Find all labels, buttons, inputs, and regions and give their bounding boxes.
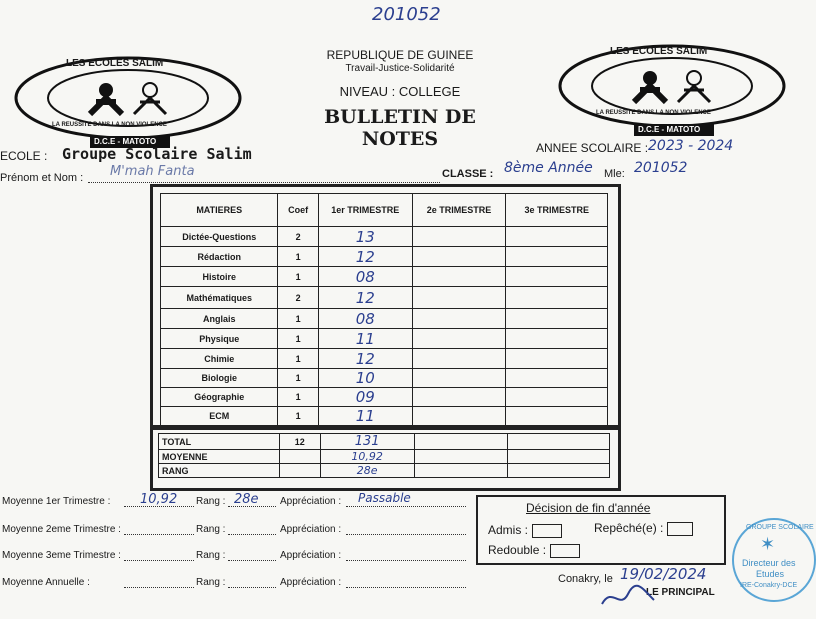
trimestre-2-cell: [412, 267, 506, 287]
redouble-checkbox[interactable]: [550, 544, 580, 558]
stamp-line-1: Directeur des: [742, 558, 796, 568]
summary-moyenne-line: [124, 577, 194, 588]
document-number: 201052: [372, 4, 441, 25]
school-year-value: 2023 - 2024: [648, 138, 734, 154]
trimestre-1-cell: 12: [318, 349, 412, 369]
summary-label: Moyenne 2eme Trimestre :: [2, 524, 121, 535]
logo-bottom-text: LA REUSSITE DANS LA NON VIOLENCE: [52, 122, 167, 128]
signature-role: LE PRINCIPAL: [646, 587, 715, 598]
total-coef: 12: [279, 434, 320, 450]
summary-appreciation-line: [346, 524, 466, 535]
school-label: ECOLE :: [0, 149, 48, 163]
stamp-line-2: Etudes: [756, 569, 785, 579]
repeche-label: Repêché(e) :: [594, 521, 664, 535]
summary-label: Moyenne 3eme Trimestre :: [2, 550, 121, 561]
moyenne-coef: [279, 450, 320, 464]
rang-t2: [414, 464, 508, 478]
stamp-bottom-text: IRE-Conakry-DCE: [740, 582, 798, 589]
coef-cell: 1: [278, 349, 318, 369]
rang-label: RANG: [159, 464, 280, 478]
subject-cell: Biologie: [161, 369, 278, 388]
coef-cell: 1: [278, 309, 318, 329]
signature-date: 19/02/2024: [620, 565, 707, 583]
signature-place: Conakry, le: [558, 573, 613, 585]
signature-mark-icon: [598, 582, 658, 612]
trimestre-3-cell: [506, 369, 608, 388]
total-value: 131: [320, 434, 414, 450]
table-row: [161, 388, 608, 407]
summary-appreciation-label: Appréciation :: [280, 550, 342, 561]
trimestre-1-cell: 11: [318, 329, 412, 349]
table-row: [161, 309, 608, 329]
summary-appreciation-label: Appréciation :: [280, 496, 342, 507]
header-trimestre-2: 2e TRIMESTRE: [412, 194, 506, 227]
logo-top-text: LES ECOLES SALIM: [610, 46, 708, 57]
table-row: [161, 349, 608, 369]
logo-bottom-text: LA REUSSITE DANS LA NON VIOLENCE: [596, 110, 711, 116]
total-t3: [508, 434, 610, 450]
totals-row-moyenne: [159, 450, 610, 464]
summary-rang-line: [228, 550, 276, 561]
school-year-label: ANNEE SCOLAIRE :: [536, 141, 649, 155]
trimestre-2-cell: [412, 369, 506, 388]
header-coef: Coef: [278, 194, 318, 227]
trimestre-2-cell: [412, 329, 506, 349]
summary-appreciation-value: Passable: [358, 491, 411, 505]
trimestre-1-cell: 08: [318, 309, 412, 329]
summary-rang-label: Rang :: [196, 496, 226, 507]
national-motto: Travail-Justice-Solidarité: [345, 63, 455, 74]
summary-moyenne-line: [124, 550, 194, 561]
trimestre-2-cell: [412, 247, 506, 267]
table-row: [161, 227, 608, 247]
document-title: BULLETIN DE NOTES: [324, 106, 476, 150]
table-row: [161, 267, 608, 287]
trimestre-2-cell: [412, 388, 506, 407]
trimestre-3-cell: [506, 388, 608, 407]
trimestre-3-cell: [506, 227, 608, 247]
matricule-value: 201052: [634, 160, 688, 176]
trimestre-3-cell: [506, 247, 608, 267]
school-logo-right: [552, 40, 792, 140]
summary-appreciation-label: Appréciation :: [280, 577, 342, 588]
stamp-star-icon: ✶: [760, 534, 776, 554]
summary-rang-label: Rang :: [196, 577, 226, 588]
trimestre-3-cell: [506, 287, 608, 309]
header-trimestre-3: 3e TRIMESTRE: [506, 194, 608, 227]
trimestre-1-cell: 08: [318, 267, 412, 287]
admis-label: Admis :: [488, 523, 529, 537]
summary-rang-line: [228, 524, 276, 535]
subject-cell: Dictée-Questions: [161, 227, 278, 247]
summary-label: Moyenne Annuelle :: [2, 577, 90, 588]
subject-cell: ECM: [161, 407, 278, 426]
directeur-stamp: [732, 518, 816, 602]
trimestre-1-cell: 12: [318, 247, 412, 267]
trimestre-3-cell: [506, 407, 608, 426]
coef-cell: 2: [278, 287, 318, 309]
school-name: Groupe Scolaire Salim: [62, 145, 252, 163]
summary-appreciation-line: [346, 550, 466, 561]
grades-table: [160, 193, 608, 426]
trimestre-2-cell: [412, 349, 506, 369]
trimestre-2-cell: [412, 227, 506, 247]
logo-base-text: D.C.E - MATOTO: [638, 125, 701, 134]
trimestre-1-cell: 11: [318, 407, 412, 426]
trimestre-2-cell: [412, 309, 506, 329]
summary-appreciation-label: Appréciation :: [280, 524, 342, 535]
total-t2: [414, 434, 508, 450]
trimestre-2-cell: [412, 407, 506, 426]
repeche-checkbox[interactable]: [667, 522, 693, 536]
grades-table-header: [161, 194, 608, 227]
total-label: TOTAL: [159, 434, 280, 450]
trimestre-3-cell: [506, 267, 608, 287]
totals-table: [158, 433, 610, 478]
repeche-field: [594, 521, 693, 536]
moyenne-t3: [508, 450, 610, 464]
header-matieres: MATIERES: [161, 194, 278, 227]
summary-label: Moyenne 1er Trimestre :: [2, 496, 111, 507]
coef-cell: 2: [278, 227, 318, 247]
table-row: [161, 247, 608, 267]
rang-value: 28e: [320, 464, 414, 478]
student-name-value: M'mah Fanta: [110, 164, 195, 179]
logo-base-text: D.C.E - MATOTO: [94, 137, 157, 146]
table-row: [161, 329, 608, 349]
decision-box: [476, 495, 726, 565]
trimestre-1-cell: 10: [318, 369, 412, 388]
moyenne-value: 10,92: [320, 450, 414, 464]
subject-cell: Mathématiques: [161, 287, 278, 309]
trimestre-2-cell: [412, 287, 506, 309]
summary-rang-value: 28e: [234, 492, 259, 507]
coef-cell: 1: [278, 407, 318, 426]
subject-cell: Chimie: [161, 349, 278, 369]
trimestre-3-cell: [506, 309, 608, 329]
admis-field: [488, 523, 562, 538]
class-label: CLASSE :: [442, 168, 494, 180]
subject-cell: Physique: [161, 329, 278, 349]
totals-row-total: [159, 434, 610, 450]
decision-title: Décision de fin d'année: [526, 501, 651, 515]
subject-cell: Rédaction: [161, 247, 278, 267]
table-row: [161, 407, 608, 426]
trimestre-3-cell: [506, 329, 608, 349]
admis-checkbox[interactable]: [532, 524, 562, 538]
rang-t3: [508, 464, 610, 478]
student-name-label: Prénom et Nom :: [0, 172, 84, 184]
coef-cell: 1: [278, 369, 318, 388]
redouble-label: Redouble :: [488, 543, 547, 557]
table-row: [161, 369, 608, 388]
logo-top-text: LES ECOLES SALIM: [66, 58, 164, 69]
trimestre-1-cell: 09: [318, 388, 412, 407]
rang-coef: [279, 464, 320, 478]
moyenne-t2: [414, 450, 508, 464]
stamp-ring-text: GROUPE SCOLAIRE: [746, 524, 814, 531]
summary-appreciation-line: [346, 577, 466, 588]
trimestre-1-cell: 13: [318, 227, 412, 247]
summary-moyenne-line: [124, 524, 194, 535]
trimestre-3-cell: [506, 349, 608, 369]
summary-rang-label: Rang :: [196, 550, 226, 561]
summary-rang-label: Rang :: [196, 524, 226, 535]
trimestre-1-cell: 12: [318, 287, 412, 309]
coef-cell: 1: [278, 267, 318, 287]
totals-row-rang: [159, 464, 610, 478]
redouble-field: [488, 543, 580, 558]
header-trimestre-1: 1er TRIMESTRE: [318, 194, 412, 227]
matricule-label: Mle:: [604, 168, 625, 180]
republic-name: REPUBLIQUE DE GUINEE: [326, 48, 474, 62]
summary-moyenne-value: 10,92: [140, 492, 178, 507]
coef-cell: 1: [278, 247, 318, 267]
school-level: NIVEAU : COLLEGE: [339, 84, 461, 99]
subject-cell: Histoire: [161, 267, 278, 287]
moyenne-label: MOYENNE: [159, 450, 280, 464]
coef-cell: 1: [278, 329, 318, 349]
class-value: 8ème Année: [504, 160, 593, 176]
summary-rang-line: [228, 577, 276, 588]
subject-cell: Géographie: [161, 388, 278, 407]
school-logo-left: [8, 52, 248, 152]
subject-cell: Anglais: [161, 309, 278, 329]
table-row: [161, 287, 608, 309]
coef-cell: 1: [278, 388, 318, 407]
